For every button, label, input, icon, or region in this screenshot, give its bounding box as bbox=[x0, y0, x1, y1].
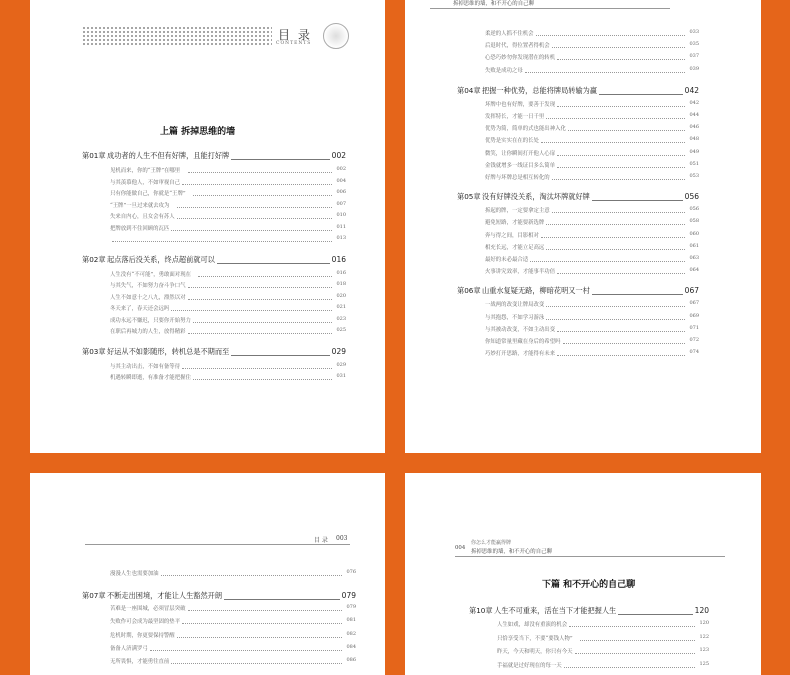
toc-entry-title: 成功永远不嫌迟，只要你开始努力 bbox=[110, 317, 191, 324]
toc-entry bbox=[110, 304, 346, 312]
toc-entry bbox=[110, 657, 356, 665]
toc-entry bbox=[485, 29, 699, 37]
toc-entry bbox=[110, 212, 346, 220]
toc-entry-page: 069 bbox=[689, 312, 699, 319]
toc-page-2 bbox=[405, 0, 761, 453]
toc-entry-title: 失来自内心，且女会有苏人 bbox=[110, 214, 175, 220]
toc-entry-page: 056 bbox=[689, 206, 699, 213]
toc-entry-page: 044 bbox=[689, 112, 699, 118]
leader-line bbox=[198, 276, 332, 277]
toc-entry bbox=[110, 166, 346, 174]
toc-entry bbox=[485, 124, 699, 132]
toc-entry-title: 相充长远，才能立足高远 bbox=[485, 244, 545, 251]
toc-entry-title: “王牌”一旦过来就去攻为 bbox=[110, 202, 170, 209]
toc-entry-page: 071 bbox=[689, 324, 699, 331]
toc-entry-title: 无所畏惧，才能勇往直前 bbox=[110, 659, 170, 665]
leader-line bbox=[599, 94, 683, 95]
toc-entry-title: 柔逆的人抓不住机会 bbox=[485, 31, 534, 37]
leader-line bbox=[546, 249, 685, 250]
toc-entry-page: 120 bbox=[699, 620, 709, 626]
toc-entry-title: 与其失气，不如努力奋斗争口气 bbox=[110, 283, 186, 289]
toc-entry bbox=[485, 41, 699, 49]
chapter-title: 人生不可重来，活在当下才能把握人生 bbox=[494, 606, 617, 615]
toc-entry-page: 053 bbox=[689, 173, 699, 179]
toc-entry-title: 苦难是一座围城，必须冒层突破 bbox=[110, 606, 186, 613]
leader-line bbox=[188, 299, 332, 300]
header-page-number: 003 bbox=[336, 535, 348, 542]
header-rule bbox=[455, 556, 725, 557]
leader-line bbox=[541, 237, 685, 238]
chapter-label: 第02章 bbox=[82, 254, 106, 264]
toc-entry-title: 你知道常量里藏在身后的希望吗 bbox=[485, 339, 561, 345]
toc-entry-title: 冬天来了，春天还会远吗 bbox=[110, 306, 170, 312]
leader-line bbox=[530, 261, 685, 262]
leader-line bbox=[557, 355, 685, 356]
chapter-label: 第04章 bbox=[457, 85, 481, 95]
chapter-title: 把握一种优势，总能将牌局转输为赢 bbox=[482, 85, 598, 95]
toc-chapter bbox=[457, 86, 699, 96]
toc-entry-title: 火事讲究效率，才能事半功倍 bbox=[485, 269, 556, 276]
toc-entry bbox=[110, 316, 346, 324]
chapter-page: 016 bbox=[331, 254, 346, 264]
header-rule bbox=[85, 544, 350, 545]
toc-entry-title: 失败作可会成为最坚固的垫平 bbox=[110, 619, 181, 626]
toc-entry-page: 125 bbox=[699, 660, 709, 667]
toc-entry-page: 061 bbox=[689, 242, 699, 249]
running-header-line2: 拆掉思维的墙，和不开心的自己聊 bbox=[471, 549, 552, 555]
leader-line bbox=[224, 599, 340, 600]
toc-entry-page: 064 bbox=[689, 267, 699, 274]
toc-entry bbox=[485, 206, 699, 214]
toc-entry bbox=[110, 201, 346, 209]
toc-entry-title: 与其主动出击，不如有备等待 bbox=[110, 363, 181, 370]
leader-line bbox=[150, 650, 342, 651]
leader-line bbox=[563, 343, 685, 344]
toc-entry-page: 074 bbox=[689, 349, 699, 356]
toc-entry-title: 发挥特长，才能一日千里 bbox=[485, 114, 545, 120]
toc-entry bbox=[485, 243, 699, 251]
chapter-label: 第03章 bbox=[82, 346, 106, 356]
toc-entry-page: 011 bbox=[336, 223, 346, 230]
toc-entry-page: 081 bbox=[346, 617, 356, 624]
toc-entry-title: 巧妙打开思路，才能得有未来 bbox=[485, 351, 556, 358]
toc-entry-page: 007 bbox=[336, 200, 346, 207]
toc-entry-title: 微笑，让你瞬间打开他人心扉 bbox=[485, 150, 556, 157]
toc-entry bbox=[110, 327, 346, 335]
running-header: 目 录 bbox=[314, 537, 328, 544]
toc-entry-title: 漫漫人生也需要加油 bbox=[110, 571, 159, 577]
chapter-title: 山重水复疑无路，柳暗花明又一村 bbox=[482, 286, 590, 296]
toc-entry-title: 把牌放到不住回顾的瓦匹 bbox=[110, 225, 170, 232]
toc-entry bbox=[485, 136, 699, 144]
toc-entry bbox=[110, 604, 356, 612]
chapter-page: 042 bbox=[684, 85, 699, 95]
leader-line bbox=[618, 614, 693, 615]
toc-entry-page: 031 bbox=[336, 373, 346, 379]
leader-line bbox=[525, 72, 685, 73]
toc-entry-page: 079 bbox=[346, 604, 356, 611]
leader-line bbox=[193, 322, 332, 323]
toc-entry bbox=[485, 218, 699, 226]
chapter-page: 002 bbox=[331, 151, 346, 160]
toc-entry bbox=[110, 362, 346, 370]
chapter-label: 第10章 bbox=[469, 606, 493, 615]
toc-entry-title: 只有你能做自己，你就是“王牌” bbox=[110, 191, 186, 197]
leader-line bbox=[541, 142, 685, 143]
toc-entry bbox=[497, 661, 709, 669]
toc-entry bbox=[485, 267, 699, 275]
leader-line bbox=[557, 106, 685, 107]
leader-line bbox=[546, 306, 685, 307]
toc-entry-page: 063 bbox=[689, 255, 699, 261]
chapter-title: 成功者的人生不但有好牌，且能打好牌 bbox=[107, 151, 230, 160]
toc-chapter bbox=[457, 286, 699, 296]
leader-line bbox=[580, 640, 695, 641]
toc-entry-title: 人生不如意十之八九，漂然以对 bbox=[110, 294, 186, 301]
toc-entry-page: 123 bbox=[699, 647, 709, 653]
leader-line bbox=[592, 294, 683, 295]
chapter-title: 好运从不如影随形，转机总是不期而至 bbox=[107, 346, 230, 356]
toc-entry-page: 025 bbox=[336, 327, 346, 333]
toc-entry-title: 人生没有“不可能”，勇敢面对现在 bbox=[110, 271, 191, 278]
decorative-emblem-icon bbox=[323, 23, 349, 49]
toc-entry-title: 金钱就增多一线证目多么简单 bbox=[485, 162, 556, 169]
running-header: 拆掉思维的墙，和不开心的自己聊 bbox=[453, 1, 534, 7]
chapter-label: 第01章 bbox=[82, 151, 106, 160]
toc-entry-title: 与其羡慕他人，不如审视自己 bbox=[110, 179, 181, 186]
toc-entry-page: 067 bbox=[689, 300, 699, 307]
toc-entry-title: 好牌与坏牌总是相互转化的 bbox=[485, 175, 550, 181]
toc-entry-title: 与其被动改变，不如主动出变 bbox=[485, 326, 556, 333]
toc-entry-page: 086 bbox=[346, 657, 356, 663]
toc-entry bbox=[485, 337, 699, 345]
toc-entry-title: 昨天，今天和明天，你只有今天 bbox=[497, 649, 573, 655]
toc-entry-page: 023 bbox=[336, 315, 346, 322]
leader-line bbox=[231, 159, 330, 160]
dot-pattern-decoration bbox=[82, 26, 272, 46]
toc-entry-page: 010 bbox=[336, 212, 346, 218]
toc-entry-title: 备备人济满罗弓 bbox=[110, 645, 148, 652]
leader-line bbox=[569, 626, 695, 627]
toc-entry bbox=[485, 349, 699, 357]
leader-line bbox=[171, 230, 332, 231]
toc-entry-title: 见机而来，你的“王牌”在哪里 bbox=[110, 168, 181, 174]
toc-entry-page: 076 bbox=[346, 569, 356, 575]
toc-entry bbox=[110, 644, 356, 652]
toc-entry-title: 最好的未必最合适 bbox=[485, 257, 529, 263]
toc-entry bbox=[485, 149, 699, 157]
leader-line bbox=[564, 667, 695, 668]
leader-line bbox=[552, 47, 685, 48]
toc-entry-page: 042 bbox=[689, 99, 699, 106]
toc-entry-title: 一战两的改变让牌局改变 bbox=[485, 302, 545, 309]
leader-line bbox=[557, 155, 685, 156]
toc-title: 目 录 bbox=[278, 28, 312, 42]
leader-line bbox=[592, 200, 683, 201]
leader-line bbox=[171, 310, 332, 311]
toc-entry-page: 013 bbox=[336, 235, 346, 241]
toc-entry bbox=[485, 66, 699, 74]
leader-line bbox=[557, 331, 685, 332]
toc-entry-page: 002 bbox=[336, 166, 346, 172]
toc-entry-page: 039 bbox=[689, 65, 699, 72]
toc-entry bbox=[110, 224, 346, 232]
toc-entry bbox=[110, 569, 356, 577]
toc-subtitle: CONTENTS bbox=[276, 41, 312, 46]
toc-entry-page: 060 bbox=[689, 230, 699, 237]
toc-entry-page: 049 bbox=[689, 148, 699, 155]
toc-entry bbox=[485, 255, 699, 263]
toc-entry-page: 021 bbox=[336, 304, 346, 310]
chapter-title: 没有好牌没关系，淘汰坏牌就好牌 bbox=[482, 192, 590, 202]
toc-page-1 bbox=[30, 0, 385, 453]
toc-entry-page: 033 bbox=[689, 29, 699, 35]
toc-entry-title: 机遇转瞬即逝，有准备才能把握住 bbox=[110, 375, 191, 381]
leader-line bbox=[171, 663, 342, 664]
toc-entry-page: 048 bbox=[689, 136, 699, 143]
toc-page-4 bbox=[405, 473, 761, 675]
leader-line bbox=[188, 172, 332, 173]
toc-entry bbox=[497, 634, 709, 642]
leader-line bbox=[546, 319, 685, 320]
toc-entry-title: 心恐巧妙勿你发现潜在的转机 bbox=[485, 55, 556, 62]
leader-line bbox=[161, 575, 342, 576]
toc-entry-page: 006 bbox=[336, 189, 346, 195]
toc-entry bbox=[110, 189, 346, 197]
toc-entry-page: 035 bbox=[689, 41, 699, 48]
leader-line bbox=[231, 355, 330, 356]
leader-line bbox=[177, 218, 332, 219]
leader-line bbox=[193, 379, 332, 380]
leader-line bbox=[182, 623, 342, 624]
toc-chapter bbox=[82, 255, 346, 265]
toc-chapter bbox=[82, 151, 346, 161]
toc-entry-page: 029 bbox=[336, 361, 346, 368]
toc-entry-title: 失败是成功之母 bbox=[485, 67, 523, 74]
chapter-label: 第05章 bbox=[457, 192, 481, 202]
toc-entry-title: 与其抱怨，不如学习游泳 bbox=[485, 314, 545, 321]
toc-entry-page: 082 bbox=[346, 630, 356, 637]
toc-entry bbox=[110, 631, 356, 639]
toc-entry bbox=[485, 100, 699, 108]
leader-line bbox=[557, 167, 685, 168]
toc-entry-page: 020 bbox=[336, 292, 346, 299]
toc-entry-page: 046 bbox=[689, 124, 699, 131]
leader-line bbox=[557, 59, 685, 60]
toc-entry bbox=[485, 173, 699, 181]
toc-entry-page: 004 bbox=[336, 177, 346, 184]
toc-entry-title: 拆起的牌，一定要拿定主意 bbox=[485, 208, 550, 215]
toc-entry bbox=[485, 231, 699, 239]
header-page-number: 004 bbox=[455, 545, 466, 551]
leader-line bbox=[177, 207, 332, 208]
leader-line bbox=[182, 184, 332, 185]
leader-line bbox=[177, 637, 342, 638]
toc-entry-page: 058 bbox=[689, 218, 699, 225]
chapter-page: 079 bbox=[341, 591, 356, 601]
toc-entry bbox=[497, 647, 709, 655]
toc-entry-title: 奔与得之间，目影相对 bbox=[485, 232, 539, 239]
chapter-title: 不断走出困境，才能让人生豁然开朗 bbox=[107, 591, 223, 601]
part-title: 下篇 和不开心的自己聊 bbox=[542, 580, 636, 590]
chapter-page: 120 bbox=[694, 606, 709, 615]
toc-entry bbox=[110, 373, 346, 381]
toc-entry-page: 018 bbox=[336, 281, 346, 287]
toc-entry-page: 122 bbox=[699, 633, 709, 640]
toc-entry bbox=[485, 325, 699, 333]
toc-entry bbox=[497, 620, 709, 628]
toc-entry-page: 016 bbox=[336, 269, 346, 276]
toc-entry-title: 坏牌中也有好牌，要善于发现 bbox=[485, 101, 556, 108]
toc-entry-title: 人生如戏，却没有重演的机会 bbox=[497, 622, 568, 628]
toc-entry-page: 051 bbox=[689, 160, 699, 167]
running-header-line1: 你怎么才能赢得牌 bbox=[471, 540, 512, 546]
toc-entry-title: 在职后再城力的人生，放得精彩 bbox=[110, 329, 186, 335]
toc-entry-title: 优势为简，简单的式也能出神入化 bbox=[485, 126, 566, 133]
leader-line bbox=[546, 224, 685, 225]
leader-line bbox=[536, 35, 685, 36]
leader-line bbox=[575, 653, 695, 654]
leader-line bbox=[182, 368, 332, 369]
chapter-title: 起点落后没关系，终点超前就可以 bbox=[107, 254, 215, 264]
toc-entry bbox=[110, 281, 346, 289]
chapter-page: 056 bbox=[684, 192, 699, 202]
toc-entry bbox=[485, 300, 699, 308]
toc-entry bbox=[485, 53, 699, 61]
toc-chapter bbox=[82, 591, 356, 601]
toc-chapter bbox=[457, 192, 699, 202]
part-title: 上篇 拆掉思维的墙 bbox=[160, 127, 236, 137]
chapter-page: 029 bbox=[331, 346, 346, 356]
toc-chapter bbox=[469, 606, 709, 616]
toc-entry-page: 037 bbox=[689, 53, 699, 60]
toc-entry bbox=[485, 112, 699, 120]
leader-line bbox=[112, 241, 332, 242]
leader-line bbox=[193, 195, 332, 196]
toc-chapter bbox=[82, 347, 346, 357]
chapter-label: 第07章 bbox=[82, 591, 106, 601]
leader-line bbox=[188, 610, 342, 611]
toc-entry bbox=[110, 293, 346, 301]
toc-entry bbox=[485, 161, 699, 169]
leader-line bbox=[568, 130, 685, 131]
chapter-page: 067 bbox=[684, 286, 699, 296]
toc-entry bbox=[485, 313, 699, 321]
leader-line bbox=[552, 179, 685, 180]
toc-entry-title: 危机时期，你更要保持警醒 bbox=[110, 632, 175, 639]
leader-line bbox=[552, 212, 685, 213]
toc-entry bbox=[110, 178, 346, 186]
toc-entry bbox=[110, 235, 346, 243]
toc-entry-title: 避免短路，才能要新选牌 bbox=[485, 220, 545, 227]
chapter-label: 第06章 bbox=[457, 286, 481, 296]
leader-line bbox=[546, 118, 685, 119]
toc-entry-page: 072 bbox=[689, 337, 699, 343]
leader-line bbox=[188, 333, 332, 334]
leader-line bbox=[188, 287, 332, 288]
toc-entry-title: 只恰享受当下，不要“要钱人物” bbox=[497, 635, 573, 642]
toc-entry-title: 手福就是过好现在的每一天 bbox=[497, 662, 562, 669]
toc-entry-page: 084 bbox=[346, 643, 356, 650]
toc-entry-title: 后退时代，得位置者得机会 bbox=[485, 43, 550, 50]
leader-line bbox=[217, 263, 330, 264]
toc-entry-title: 优势是实实在在的长处 bbox=[485, 138, 539, 145]
toc-entry bbox=[110, 270, 346, 278]
toc-page-3 bbox=[30, 473, 385, 675]
leader-line bbox=[557, 273, 685, 274]
header-rule bbox=[430, 8, 670, 9]
toc-entry bbox=[110, 617, 356, 625]
